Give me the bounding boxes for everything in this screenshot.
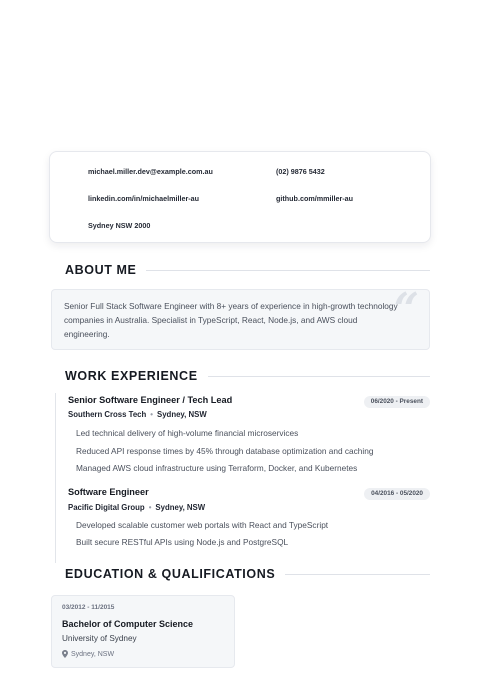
education-dates: 03/2012 - 11/2015: [62, 604, 115, 611]
section-divider: [285, 574, 430, 575]
map-pin-icon: [62, 650, 68, 658]
job-bullet: Reduced API response times by 45% through database optimization and caching: [76, 446, 374, 456]
job-meta: [68, 410, 207, 419]
job-title: Software Engineer: [68, 487, 149, 497]
job-location: Sydney, NSW: [155, 503, 206, 512]
experience-timeline: [55, 393, 56, 563]
section-divider: [146, 270, 430, 271]
job-bullet: Managed AWS cloud infrastructure using Terraform, Docker, and Kubernetes: [76, 463, 358, 473]
quote-icon: “: [393, 284, 419, 335]
contact-location: Sydney NSW 2000: [88, 221, 151, 230]
about-heading: ABOUT ME: [65, 263, 137, 277]
education-card: [51, 595, 235, 668]
about-section-header: [65, 263, 430, 277]
separator-dot: •: [148, 503, 152, 512]
job-title: Senior Software Engineer / Tech Lead: [68, 395, 233, 405]
education-section-header: [65, 567, 430, 581]
about-box: [51, 284, 430, 350]
education-location-text: Sydney, NSW: [71, 650, 115, 658]
job-dates-badge: 06/2020 - Present: [364, 396, 430, 408]
job-company: Southern Cross Tech: [68, 410, 147, 419]
contact-linkedin[interactable]: linkedin.com/in/michaelmiller-au: [88, 194, 200, 203]
job-bullet: Built secure RESTful APIs using Node.js and PostgreSQL: [76, 537, 289, 547]
job-company: Pacific Digital Group: [68, 503, 145, 512]
education-school: University of Sydney: [62, 634, 137, 643]
contact-phone[interactable]: (02) 9876 5432: [276, 167, 325, 176]
section-divider: [208, 376, 430, 377]
job-meta: [68, 503, 205, 512]
job-bullet: Developed scalable customer web portals with React and TypeScript: [76, 520, 329, 530]
about-text: Senior Full Stack Software Engineer with 8+ years of experience in high-growth technology companies in Australia. Specialist in TypeScript, React, Node.js, and AWS cloud engineering.: [64, 301, 398, 339]
separator-dot: •: [150, 410, 154, 419]
experience-heading: WORK EXPERIENCE: [65, 369, 198, 383]
job-bullet: Led technical delivery of high-volume financial microservices: [76, 428, 299, 438]
education-location: [62, 650, 114, 658]
contact-email[interactable]: michael.miller.dev@example.com.au: [88, 167, 213, 176]
job-dates-badge: 04/2016 - 05/2020: [364, 488, 430, 500]
contact-card: [49, 151, 431, 243]
contact-github[interactable]: github.com/mmiller-au: [276, 194, 354, 203]
experience-section-header: [65, 369, 430, 383]
job-location: Sydney, NSW: [157, 410, 207, 419]
education-degree: Bachelor of Computer Science: [62, 619, 194, 629]
education-heading: EDUCATION & QUALIFICATIONS: [65, 567, 276, 581]
